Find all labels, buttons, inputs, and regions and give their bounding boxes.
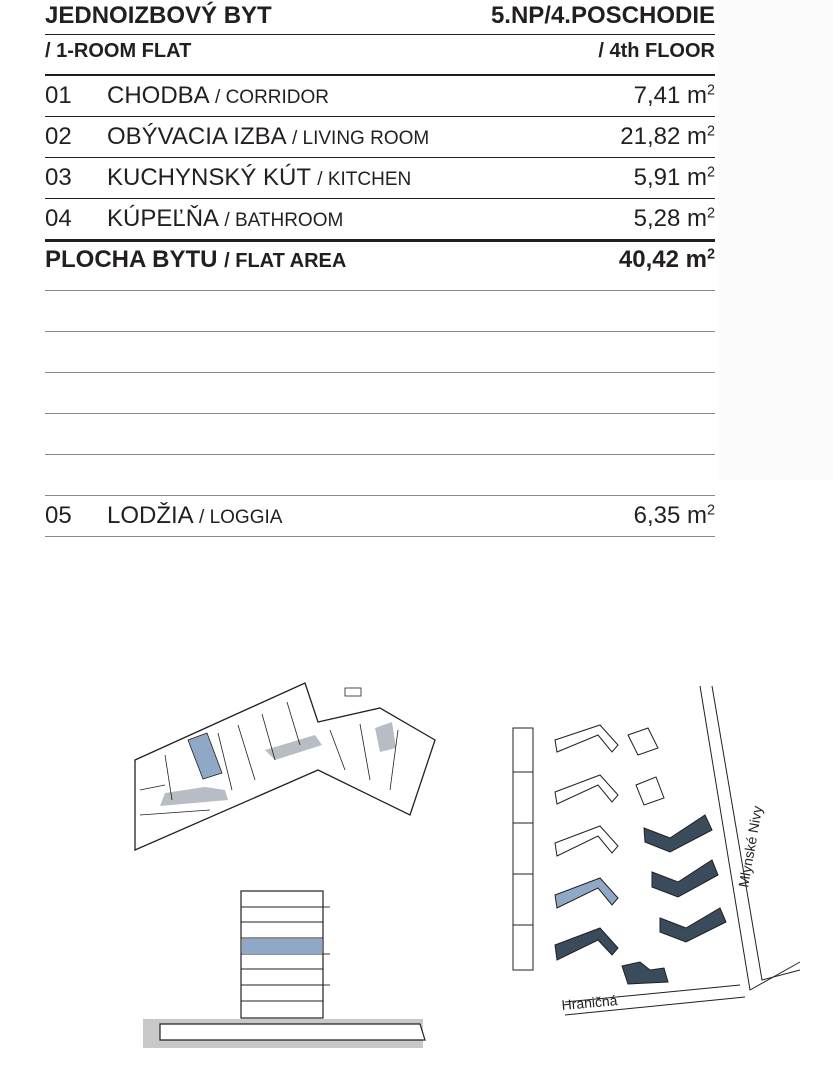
room-name bbox=[107, 82, 634, 110]
highlighted-floor bbox=[242, 939, 322, 954]
divider bbox=[45, 536, 715, 537]
total-label-en: / FLAT AREA bbox=[224, 250, 347, 272]
total-row bbox=[45, 242, 715, 278]
street-label-bottom: Hraničná bbox=[560, 992, 619, 1013]
room-row bbox=[45, 117, 715, 157]
unit-superscript: 2 bbox=[706, 123, 715, 140]
background-panel bbox=[718, 0, 833, 480]
loggia-row bbox=[45, 496, 715, 536]
total-area-value: 40,42 m bbox=[618, 246, 707, 273]
unit-superscript: 2 bbox=[706, 502, 715, 519]
unit-superscript: 2 bbox=[706, 164, 715, 181]
room-name-en: / LOGGIA bbox=[199, 507, 283, 528]
unit-superscript: 2 bbox=[706, 246, 715, 263]
room-number: 04 bbox=[45, 205, 72, 232]
divider bbox=[45, 372, 715, 373]
page-title: JEDNOIZBOVÝ BYT bbox=[45, 2, 272, 29]
floor-label: 5.NP/4.POSCHODIE bbox=[490, 2, 715, 29]
floor-label-en: / 4th FLOOR bbox=[598, 40, 715, 62]
room-name-sk: OBÝVACIA IZBA bbox=[107, 123, 286, 150]
room-name bbox=[107, 502, 634, 530]
site-map bbox=[505, 680, 805, 1025]
total-label bbox=[45, 246, 346, 274]
room-area bbox=[634, 164, 715, 192]
room-name-en: / CORRIDOR bbox=[215, 87, 330, 108]
room-row bbox=[45, 76, 715, 116]
room-row bbox=[45, 199, 715, 239]
room-number: 05 bbox=[45, 502, 72, 529]
divider bbox=[45, 331, 715, 332]
unit-superscript: 2 bbox=[706, 82, 715, 99]
room-name-sk: KÚPEĽŇA bbox=[107, 205, 218, 232]
room-name bbox=[107, 123, 620, 151]
room-number: 02 bbox=[45, 123, 72, 150]
highlighted-building bbox=[555, 878, 618, 908]
room-area-value: 5,91 m bbox=[633, 164, 707, 191]
floor-plan-key bbox=[125, 675, 445, 860]
room-name bbox=[107, 164, 634, 192]
room-name-sk: KUCHYNSKÝ KÚT bbox=[107, 164, 311, 191]
room-area bbox=[634, 205, 715, 233]
building-outline bbox=[135, 683, 435, 850]
room-name-en: / BATHROOM bbox=[224, 210, 344, 231]
title-row bbox=[45, 2, 715, 34]
page-subtitle: / 1-ROOM FLAT bbox=[45, 40, 192, 62]
room-name-sk: CHODBA bbox=[107, 82, 209, 109]
room-area bbox=[634, 502, 715, 530]
room-area bbox=[634, 82, 715, 110]
room-area bbox=[620, 123, 715, 151]
room-name bbox=[107, 205, 634, 233]
subtitle-row bbox=[45, 40, 715, 72]
room-name-en: / KITCHEN bbox=[317, 169, 412, 190]
room-number: 01 bbox=[45, 82, 72, 109]
total-label-sk: PLOCHA BYTU bbox=[45, 246, 218, 273]
divider bbox=[45, 34, 715, 35]
building-section bbox=[140, 888, 430, 1050]
room-name-en: / LIVING ROOM bbox=[291, 128, 430, 149]
room-number: 03 bbox=[45, 164, 72, 191]
room-name-sk: LODŽIA bbox=[107, 502, 193, 529]
street-label-vertical: Mlynské Nivy bbox=[735, 804, 766, 889]
room-row bbox=[45, 158, 715, 198]
total-area bbox=[619, 246, 715, 274]
room-area-value: 5,28 m bbox=[633, 205, 707, 232]
room-area-value: 6,35 m bbox=[633, 502, 707, 529]
divider bbox=[45, 454, 715, 455]
divider bbox=[45, 413, 715, 414]
divider bbox=[45, 290, 715, 291]
room-area-value: 7,41 m bbox=[633, 82, 707, 109]
unit-superscript: 2 bbox=[706, 205, 715, 222]
room-area-value: 21,82 m bbox=[620, 123, 707, 150]
